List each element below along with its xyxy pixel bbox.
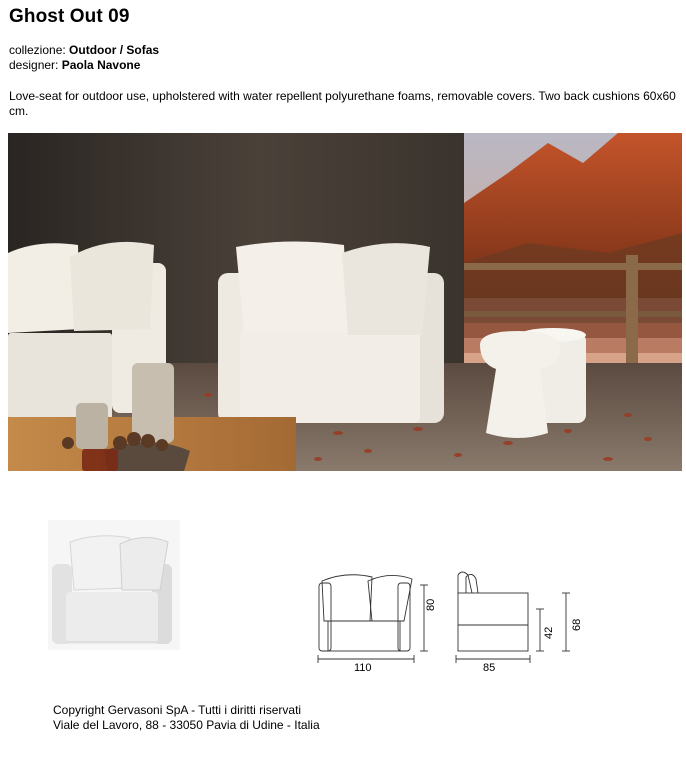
dimension-height: 80 [425, 598, 437, 611]
technical-drawings [312, 565, 596, 680]
dimension-depth: 85 [483, 662, 496, 674]
dimension-seat-height: 42 [543, 626, 555, 639]
product-title: Ghost Out 09 [9, 6, 130, 27]
collection-value: Outdoor / Sofas [69, 43, 160, 57]
designer-value: Paola Navone [61, 58, 141, 72]
ambient-photo-image [8, 133, 682, 471]
collection-label: collezione: [9, 43, 66, 57]
dimension-arm-height: 68 [571, 618, 583, 631]
designer-line [9, 58, 140, 73]
ambient-photo [8, 133, 682, 471]
product-thumbnail [48, 520, 180, 650]
dimension-width: 110 [354, 662, 372, 674]
armchair-image [48, 520, 180, 650]
collection-line [9, 43, 159, 58]
address-text: Viale del Lavoro, 88 - 33050 Pavia di Udine - Italia [53, 718, 320, 732]
product-description: Love-seat for outdoor use, upholstered with water repellent polyurethane foams, removable covers. Two back cushions 60x60 cm. [9, 89, 676, 118]
designer-label: designer: [9, 58, 59, 72]
copyright-text: Copyright Gervasoni SpA - Tutti i diritti riservati [53, 703, 302, 717]
